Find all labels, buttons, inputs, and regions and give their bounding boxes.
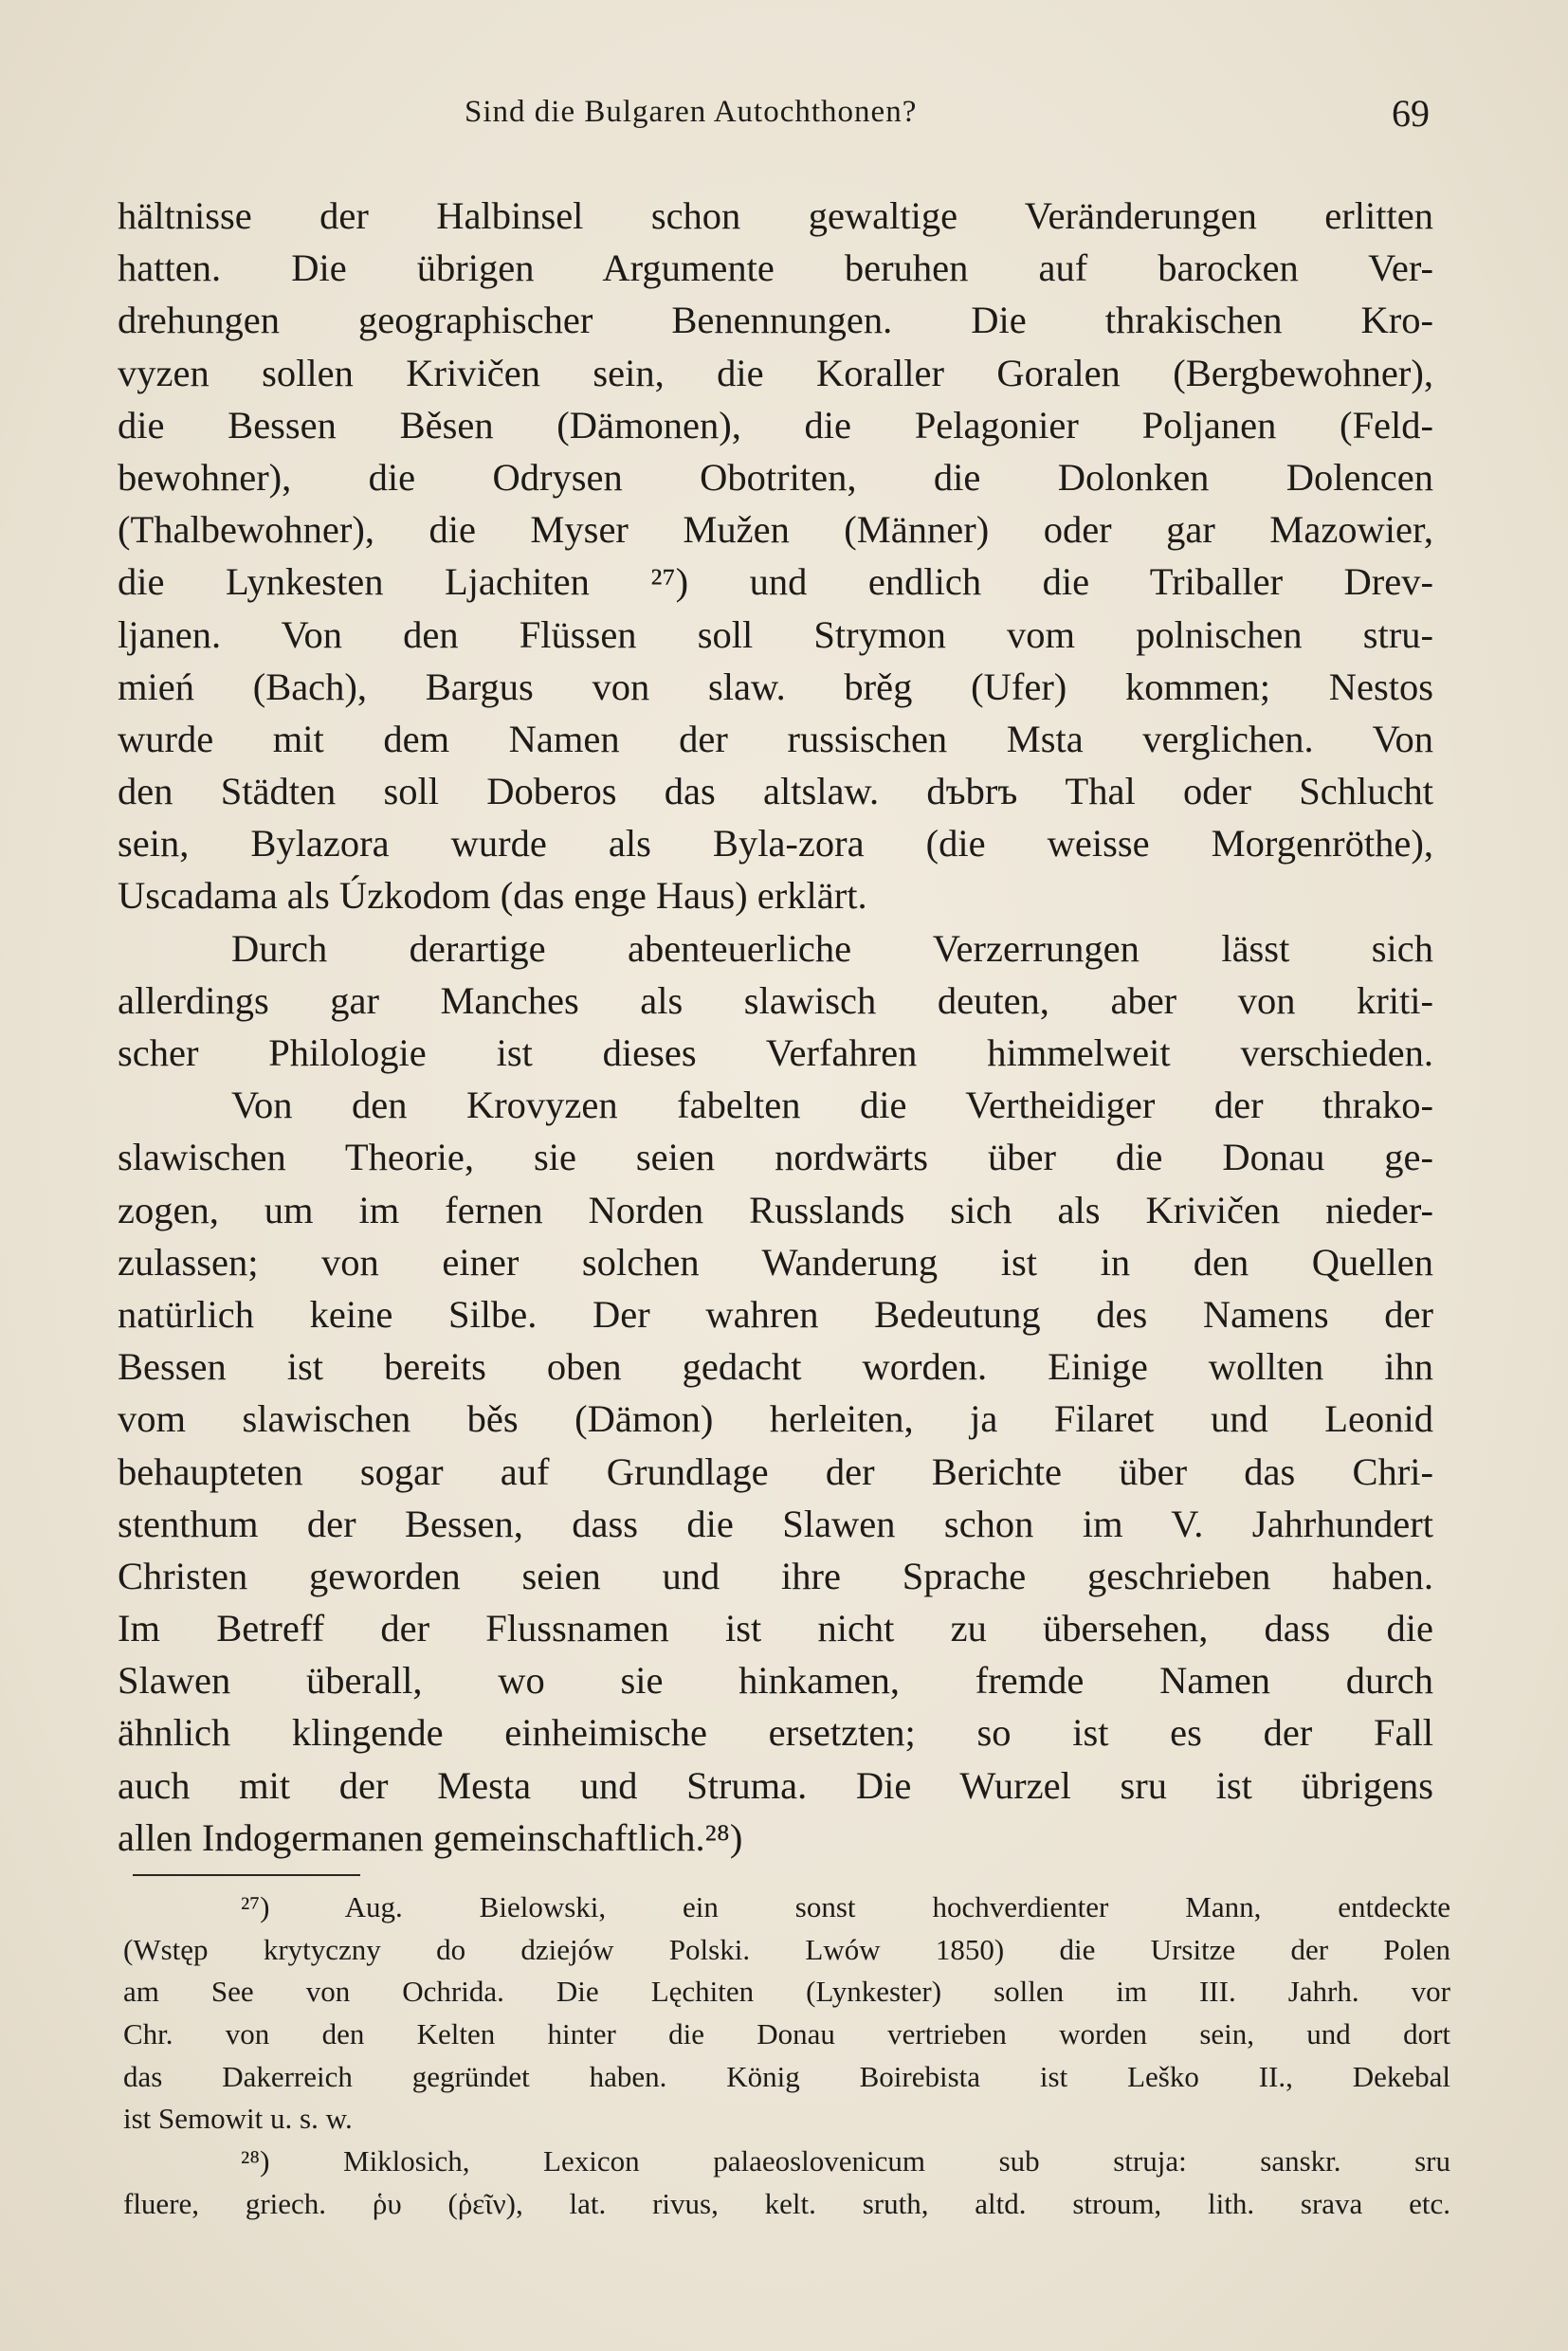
- text-line: allen Indogermanen gemeinschaftlich.²⁸): [118, 1815, 743, 1859]
- text-line: Im Betreff der Flussnamen ist nicht zu übersehen, dass die: [118, 1607, 1433, 1650]
- text-line: vom slawischen běs (Dämon) herleiten, ja Filaret und Leonid: [118, 1397, 1433, 1441]
- main-text: [118, 190, 1433, 1864]
- text-line: hältnisse der Halbinsel schon gewaltige Veränderungen erlitten: [118, 194, 1433, 237]
- text-line: den Städten soll Doberos das altslaw. dъbrъ Thal oder Schlucht: [118, 770, 1433, 813]
- text-line: Uscadama als Úzkodom (das enge Haus) erklärt.: [118, 874, 867, 918]
- text-line: zulassen; von einer solchen Wanderung ist in den Quellen: [118, 1240, 1433, 1284]
- footnote-line: ²⁸) Miklosich, Lexicon palaeoslovenicum sub struja: sanskr. sru: [241, 2144, 1450, 2178]
- text-line: natürlich keine Silbe. Der wahren Bedeutung des Namens der: [118, 1292, 1433, 1336]
- text-line: Durch derartige abenteuerliche Verzerrungen lässt sich: [231, 926, 1433, 970]
- footnote-line: ist Semowit u. s. w.: [123, 2102, 353, 2136]
- text-line: allerdings gar Manches als slawisch deuten, aber von kriti-: [118, 978, 1433, 1022]
- text-line: stenthum der Bessen, dass die Slawen schon im V. Jahrhundert: [118, 1502, 1433, 1545]
- text-line: zogen, um im fernen Norden Russlands sich als Krivičen nieder-: [118, 1188, 1433, 1231]
- text-line: die Bessen Běsen (Dämonen), die Pelagonier Poljanen (Feld-: [118, 403, 1433, 447]
- text-line: behaupteten sogar auf Grundlage der Berichte über das Chri-: [118, 1449, 1433, 1493]
- text-line: sein, Bylazora wurde als Byla-zora (die weisse Morgenröthe),: [118, 822, 1433, 866]
- text-line: scher Philologie ist dieses Verfahren himmelweit verschieden.: [118, 1031, 1433, 1074]
- text-line: drehungen geographischer Benennungen. Die thrakischen Kro-: [118, 299, 1433, 342]
- footnotes: [123, 1886, 1450, 2226]
- footnote-line: (Wstęp krytyczny do dziejów Polski. Lwów 1850) die Ursitze der Polen: [123, 1932, 1450, 1966]
- page-header: [121, 91, 1430, 148]
- text-line: Bessen ist bereits oben gedacht worden. Einige wollten ihn: [118, 1345, 1433, 1389]
- text-line: ähnlich klingende einheimische ersetzten; so ist es der Fall: [118, 1711, 1433, 1755]
- text-line: Slawen überall, wo sie hinkamen, fremde Namen durch: [118, 1659, 1433, 1703]
- page-number: 69: [1392, 92, 1430, 135]
- text-line: auch mit der Mesta und Struma. Die Wurzel sru ist übrigens: [118, 1763, 1433, 1807]
- text-line: Von den Krovyzen fabelten die Vertheidiger der thrako-: [231, 1084, 1433, 1127]
- text-line: ljanen. Von den Flüssen soll Strymon vom polnischen stru-: [118, 612, 1433, 656]
- running-title: Sind die Bulgaren Autochthonen?: [465, 95, 918, 129]
- text-line: hatten. Die übrigen Argumente beruhen auf barocken Ver-: [118, 246, 1433, 290]
- text-line: wurde mit dem Namen der russischen Msta verglichen. Von: [118, 717, 1433, 760]
- footnote-line: Chr. von den Kelten hinter die Donau vertrieben worden sein, und dort: [123, 2017, 1450, 2051]
- text-line: die Lynkesten Ljachiten ²⁷) und endlich die Triballer Drev-: [118, 560, 1433, 604]
- footnote-line: fluere, griech. ῥυ (ῥεῖν), lat. rivus, kelt. sruth, altd. stroum, lith. srava etc.: [123, 2186, 1450, 2220]
- text-line: vyzen sollen Krivičen sein, die Koraller Goralen (Bergbewohner),: [118, 351, 1433, 394]
- footnote-line: das Dakerreich gegründet haben. König Boirebista ist Leško II., Dekebal: [123, 2059, 1450, 2093]
- footnote-line: am See von Ochrida. Die Lęchiten (Lynkester) sollen im III. Jahrh. vor: [123, 1975, 1450, 2009]
- footnote-divider: [133, 1874, 360, 1876]
- text-line: (Thalbewohner), die Myser Mužen (Männer) oder gar Mazowier,: [118, 508, 1433, 552]
- footnote-line: ²⁷) Aug. Bielowski, ein sonst hochverdienter Mann, entdeckte: [241, 1890, 1450, 1923]
- text-line: bewohner), die Odrysen Obotriten, die Dolonken Dolencen: [118, 455, 1433, 499]
- text-line: mień (Bach), Bargus von slaw. brěg (Ufer) kommen; Nestos: [118, 665, 1433, 708]
- text-line: slawischen Theorie, sie seien nordwärts über die Donau ge-: [118, 1136, 1433, 1179]
- text-line: Christen geworden seien und ihre Sprache geschrieben haben.: [118, 1554, 1433, 1597]
